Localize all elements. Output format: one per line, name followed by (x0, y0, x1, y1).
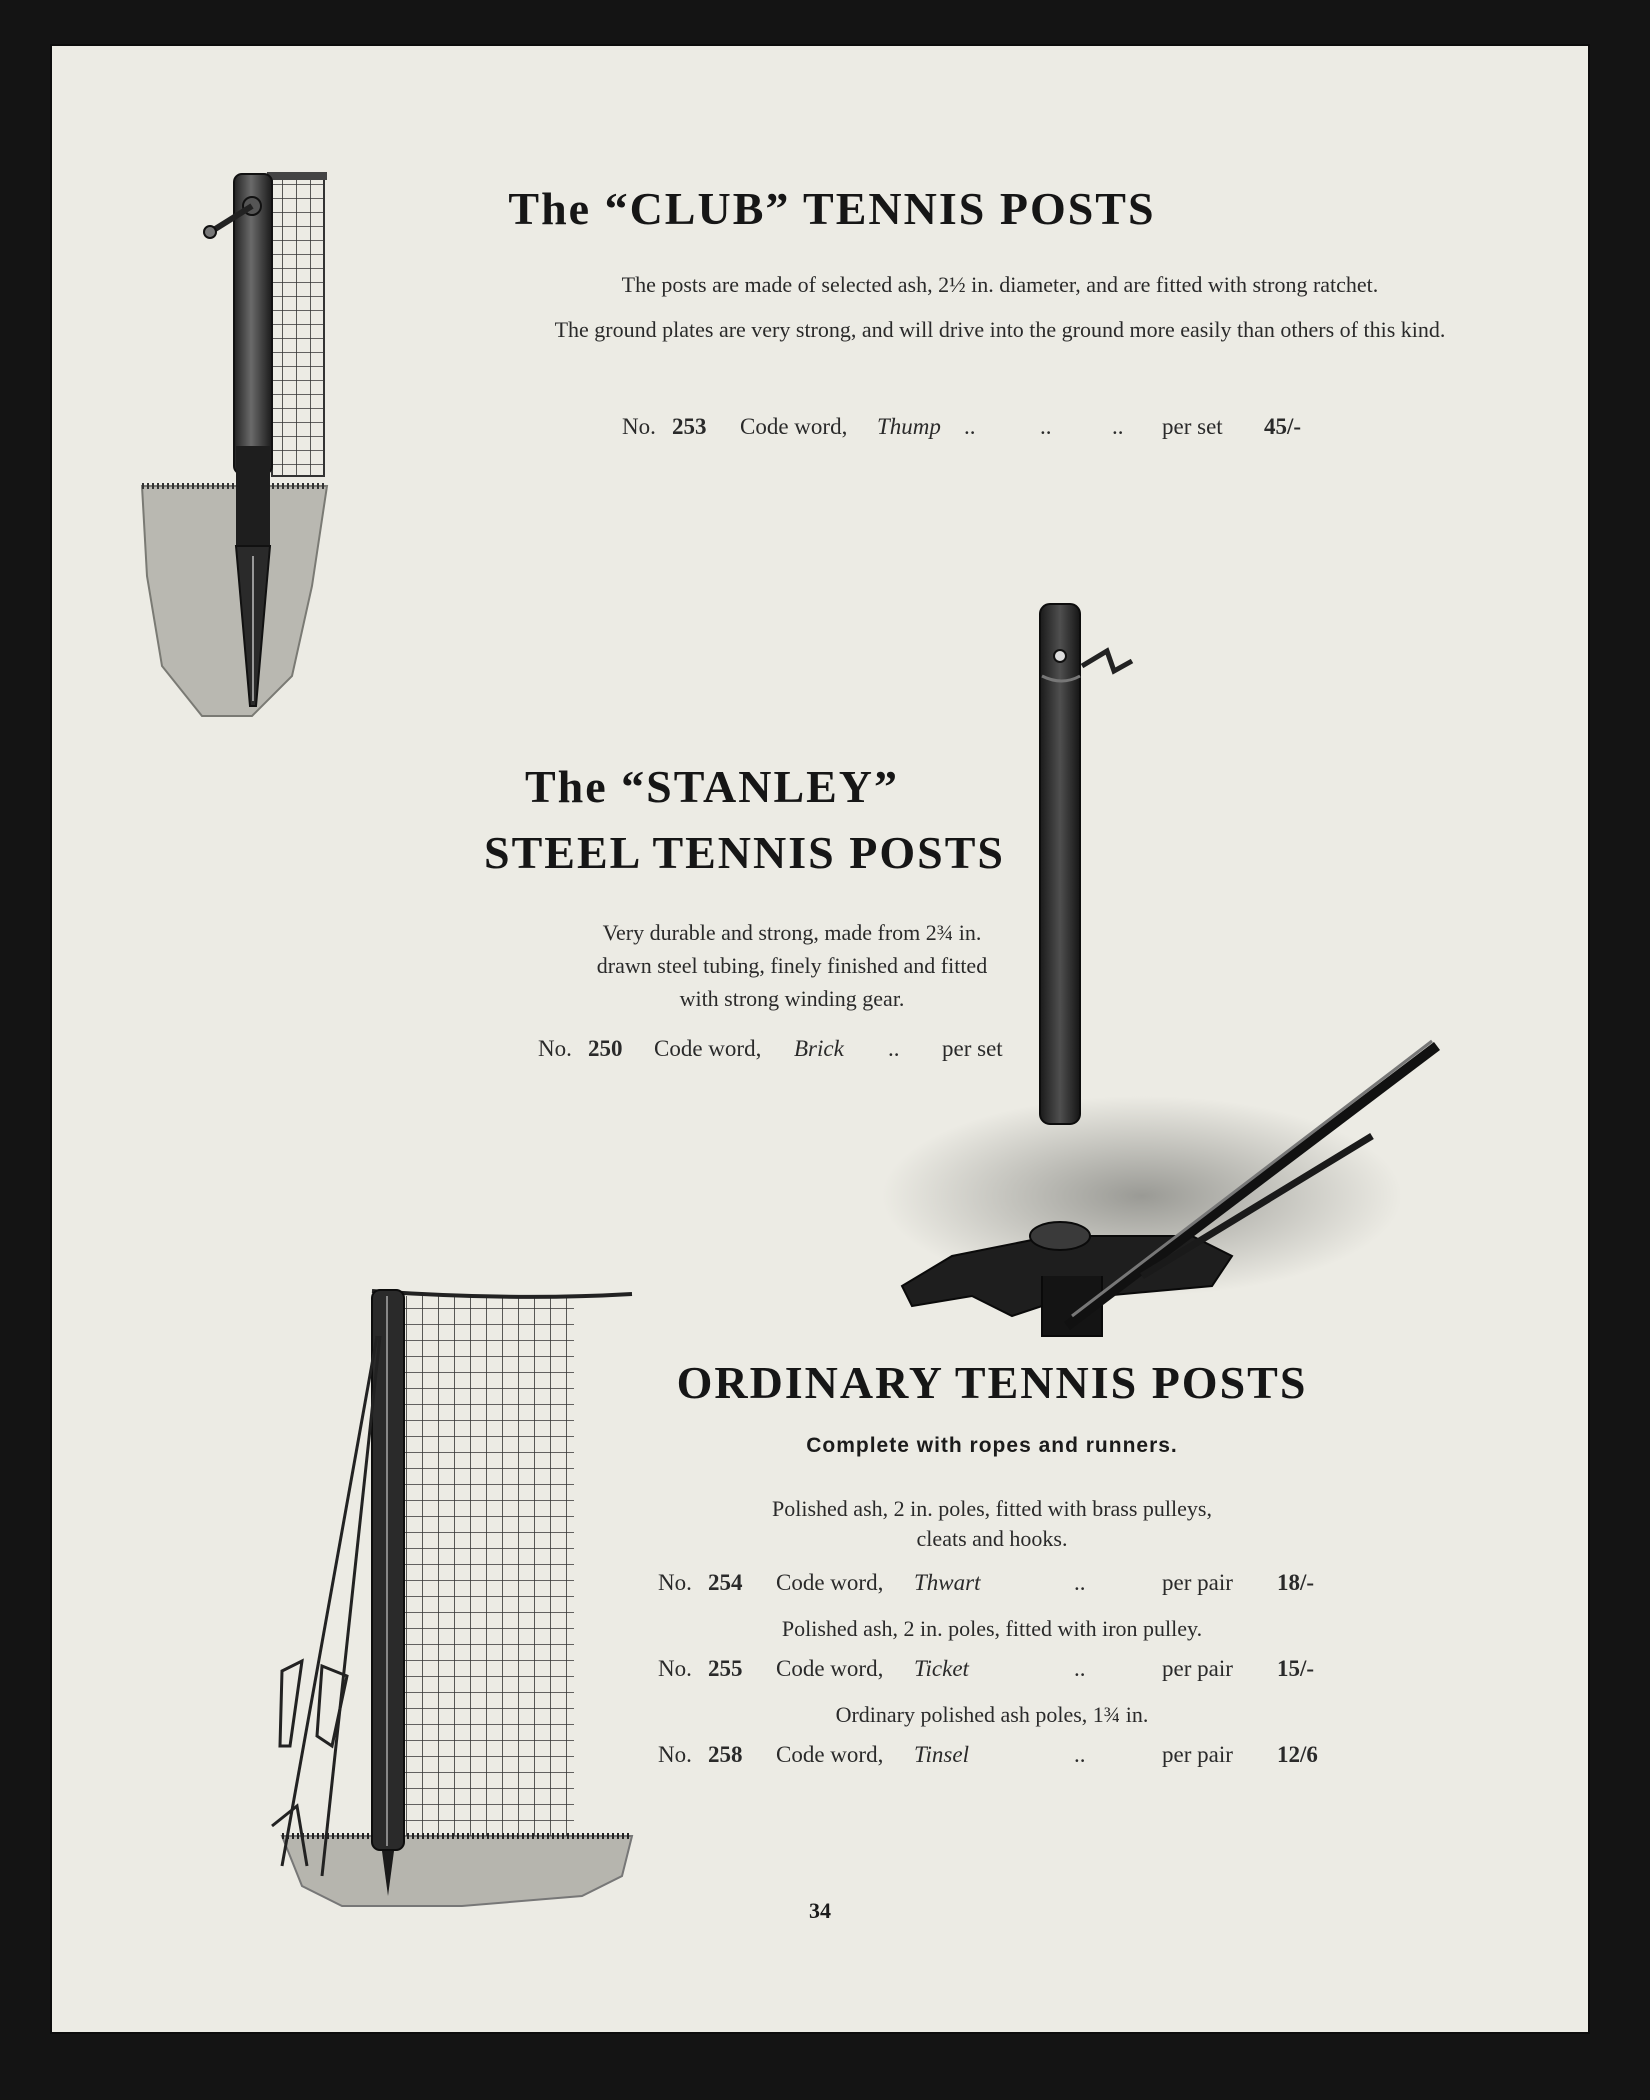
club-title: The “CLUB” TENNIS POSTS (508, 183, 1156, 234)
club-item-line (52, 414, 1588, 448)
item-no-label: No. (658, 1742, 692, 1767)
item-price: 15/- (1277, 1656, 1315, 1681)
unit-label: per set (1162, 414, 1223, 439)
leader-dots: .. (1074, 1570, 1086, 1595)
unit-label: per set (942, 1036, 1003, 1061)
item-price: 18/- (1277, 1570, 1315, 1595)
stanley-title-line-1: The “STANLEY” (524, 761, 900, 812)
club-description-2: The ground plates are very strong, and will drive into the ground more easily than others of this kind. (554, 317, 1446, 342)
stanley-post-illustration (892, 596, 1452, 1296)
leader-dots: .. (1112, 414, 1124, 439)
ordinary-item-258 (52, 1742, 1588, 1776)
ordinary-description-3: Ordinary polished ash poles, 1¾ in. (835, 1702, 1149, 1727)
ordinary-item-255 (52, 1656, 1588, 1690)
leader-dots: .. (1074, 1742, 1086, 1767)
leader-dots: .. (1074, 1656, 1086, 1681)
ordinary-title: ORDINARY TENNIS POSTS (676, 1357, 1308, 1408)
leader-dots: .. (1040, 414, 1052, 439)
code-word-label: Code word, (740, 414, 848, 439)
code-word-label: Code word, (654, 1036, 762, 1061)
ordinary-subtitle: Complete with ropes and runners. (806, 1434, 1178, 1457)
stanley-description-3: with strong winding gear. (679, 986, 905, 1011)
item-number: 258 (708, 1742, 743, 1767)
ordinary-item-254 (52, 1570, 1588, 1604)
stanley-description-1: Very durable and strong, made from 2¾ in. (602, 920, 982, 945)
unit-label: per pair (1162, 1570, 1233, 1595)
item-no-label: No. (538, 1036, 572, 1061)
item-price: 12/6 (1277, 1742, 1318, 1767)
code-word-label: Code word, (776, 1656, 884, 1681)
item-no-label: No. (622, 414, 656, 439)
ordinary-description-1b: cleats and hooks. (916, 1526, 1068, 1551)
stanley-description-2: drawn steel tubing, finely finished and fitted (596, 953, 988, 978)
club-description-1: The posts are made of selected ash, 2½ in. diameter, and are fitted with strong ratchet. (621, 272, 1379, 297)
code-word-label: Code word, (776, 1742, 884, 1767)
ordinary-description-2: Polished ash, 2 in. poles, fitted with iron pulley. (781, 1616, 1203, 1641)
ordinary-description-1a: Polished ash, 2 in. poles, fitted with brass pulleys, (772, 1496, 1212, 1521)
unit-label: per pair (1162, 1656, 1233, 1681)
code-word: Brick (794, 1036, 844, 1061)
item-number: 253 (672, 414, 707, 439)
code-word: Thwart (914, 1570, 981, 1595)
page-number: 34 (809, 1898, 831, 1923)
stanley-title-line-2: STEEL TENNIS POSTS (484, 827, 1005, 878)
item-no-label: No. (658, 1656, 692, 1681)
code-word: Ticket (914, 1656, 969, 1681)
item-no-label: No. (658, 1570, 692, 1595)
unit-label: per pair (1162, 1742, 1233, 1767)
code-word: Tinsel (914, 1742, 969, 1767)
code-word: Thump (877, 414, 941, 439)
item-number: 255 (708, 1656, 743, 1681)
item-price: 45/- (1264, 414, 1302, 439)
item-number: 250 (588, 1036, 623, 1061)
catalogue-page (52, 46, 1588, 2032)
code-word-label: Code word, (776, 1570, 884, 1595)
leader-dots: .. (888, 1036, 900, 1061)
item-number: 254 (708, 1570, 743, 1595)
leader-dots: .. (964, 414, 976, 439)
